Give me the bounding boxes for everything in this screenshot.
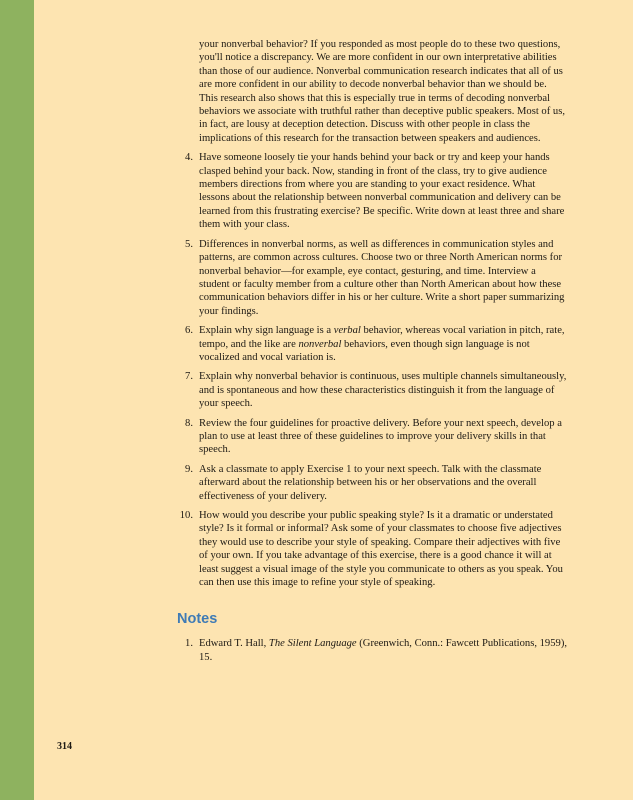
page-number: 314	[57, 741, 72, 752]
exercise-item	[177, 417, 567, 457]
exercise-number: 10.	[179, 510, 193, 521]
exercise-text: Explain why nonverbal behavior is continuous, uses multiple channels simultaneously, and is spontaneous and how these characteristics distinguish it from the language of your speech.	[199, 371, 567, 410]
note-author: Edward T. Hall,	[199, 638, 269, 650]
exercise-text: How would you describe your public speaking style? Is it a dramatic or understated style? Is it formal or informal? Ask some of your classmates to choose five adjectives they would use to describe your style of speaking. Compare their adjectives with five of your own. If you take advantage of this exercise, there is a good chance it will at least suggest a visual image of the style you communicate to others as you speak. You can then use this image to refine your style of speaking.	[199, 510, 563, 589]
exercise-item	[177, 463, 567, 503]
continued-paragraph: your nonverbal behavior? If you responded as most people do to these two questions, you'll notice a discrepancy. We are more confident in our own interpretative abilities than those of our audience. Nonverbal communication research indicates that all of us are more confident in our ability to decode nonverbal behavior than we should be. This research also shows that this is especially true in terms of decoding nonverbal behaviors we associate with truthful rather than deceptive public speakers. Most of us, in fact, are lousy at deception detection. Discuss with other people in class the implications of this research for the transaction between speakers and audiences.	[199, 39, 565, 144]
exercise-number: 4.	[185, 152, 193, 164]
exercise-number: 7.	[185, 371, 193, 383]
exercise-text: Review the four guidelines for proactive delivery. Before your next speech, develop a plan to use at least three of these guidelines to improve your delivery skills in that speech.	[199, 417, 562, 456]
exercise-number: 6.	[185, 325, 193, 337]
exercise-item	[177, 151, 567, 231]
exercise-item	[177, 370, 567, 410]
exercise-text: Have someone loosely tie your hands behind your back or try and keep your hands clasped behind your back. Now, standing in front of the class, try to give audience members directions from where you are standing to your exact residence. What lessons about the relationship between nonverbal communication and delivery can be learned from this frustrating exercise? Be specific. Write down at least three and share them with your class.	[199, 152, 565, 231]
notes-heading: Notes	[177, 611, 218, 628]
margin-color-strip	[0, 0, 34, 800]
exercise-text-part: behavior, whereas vocal variation in pitch, rate, tempo, and the like are	[199, 325, 565, 350]
exercise-text: Differences in nonverbal norms, as well as differences in communication styles and patterns, are common across cultures. Choose two or three North American norms for nonverbal behavior—for example, eye contact, gesturing, and time. Interview a student or faculty member from a culture other than North American about how these communication behaviors differ in his or her culture. Write a short paper summarizing your findings.	[199, 238, 565, 317]
exercise-number: 9.	[185, 463, 193, 475]
exercise-text-part: behaviors, even though sign language is not vocalized and vocal variation is.	[199, 338, 530, 363]
note-publication-details: (Greenwich, Conn.: Fawcett Publications, 1959), 15.	[199, 638, 567, 663]
italic-term-nonverbal: nonverbal	[298, 338, 342, 350]
note-number: 1.	[185, 638, 193, 650]
exercise-item	[177, 509, 567, 589]
exercise-text: Ask a classmate to apply Exercise 1 to your next speech. Talk with the classmate afterward about the relationship between his or her observations and the overall effectiveness of your delivery.	[199, 463, 542, 502]
note-book-title: The Silent Language	[268, 638, 357, 650]
exercise-number: 5.	[185, 238, 193, 250]
exercise-text-part: Explain why sign language is a	[199, 325, 334, 337]
exercise-item	[177, 324, 567, 364]
exercise-number: 8.	[185, 417, 193, 429]
note-item	[177, 637, 567, 664]
italic-term-verbal: verbal	[333, 325, 361, 337]
page-content	[177, 38, 567, 664]
exercise-item	[177, 238, 567, 318]
